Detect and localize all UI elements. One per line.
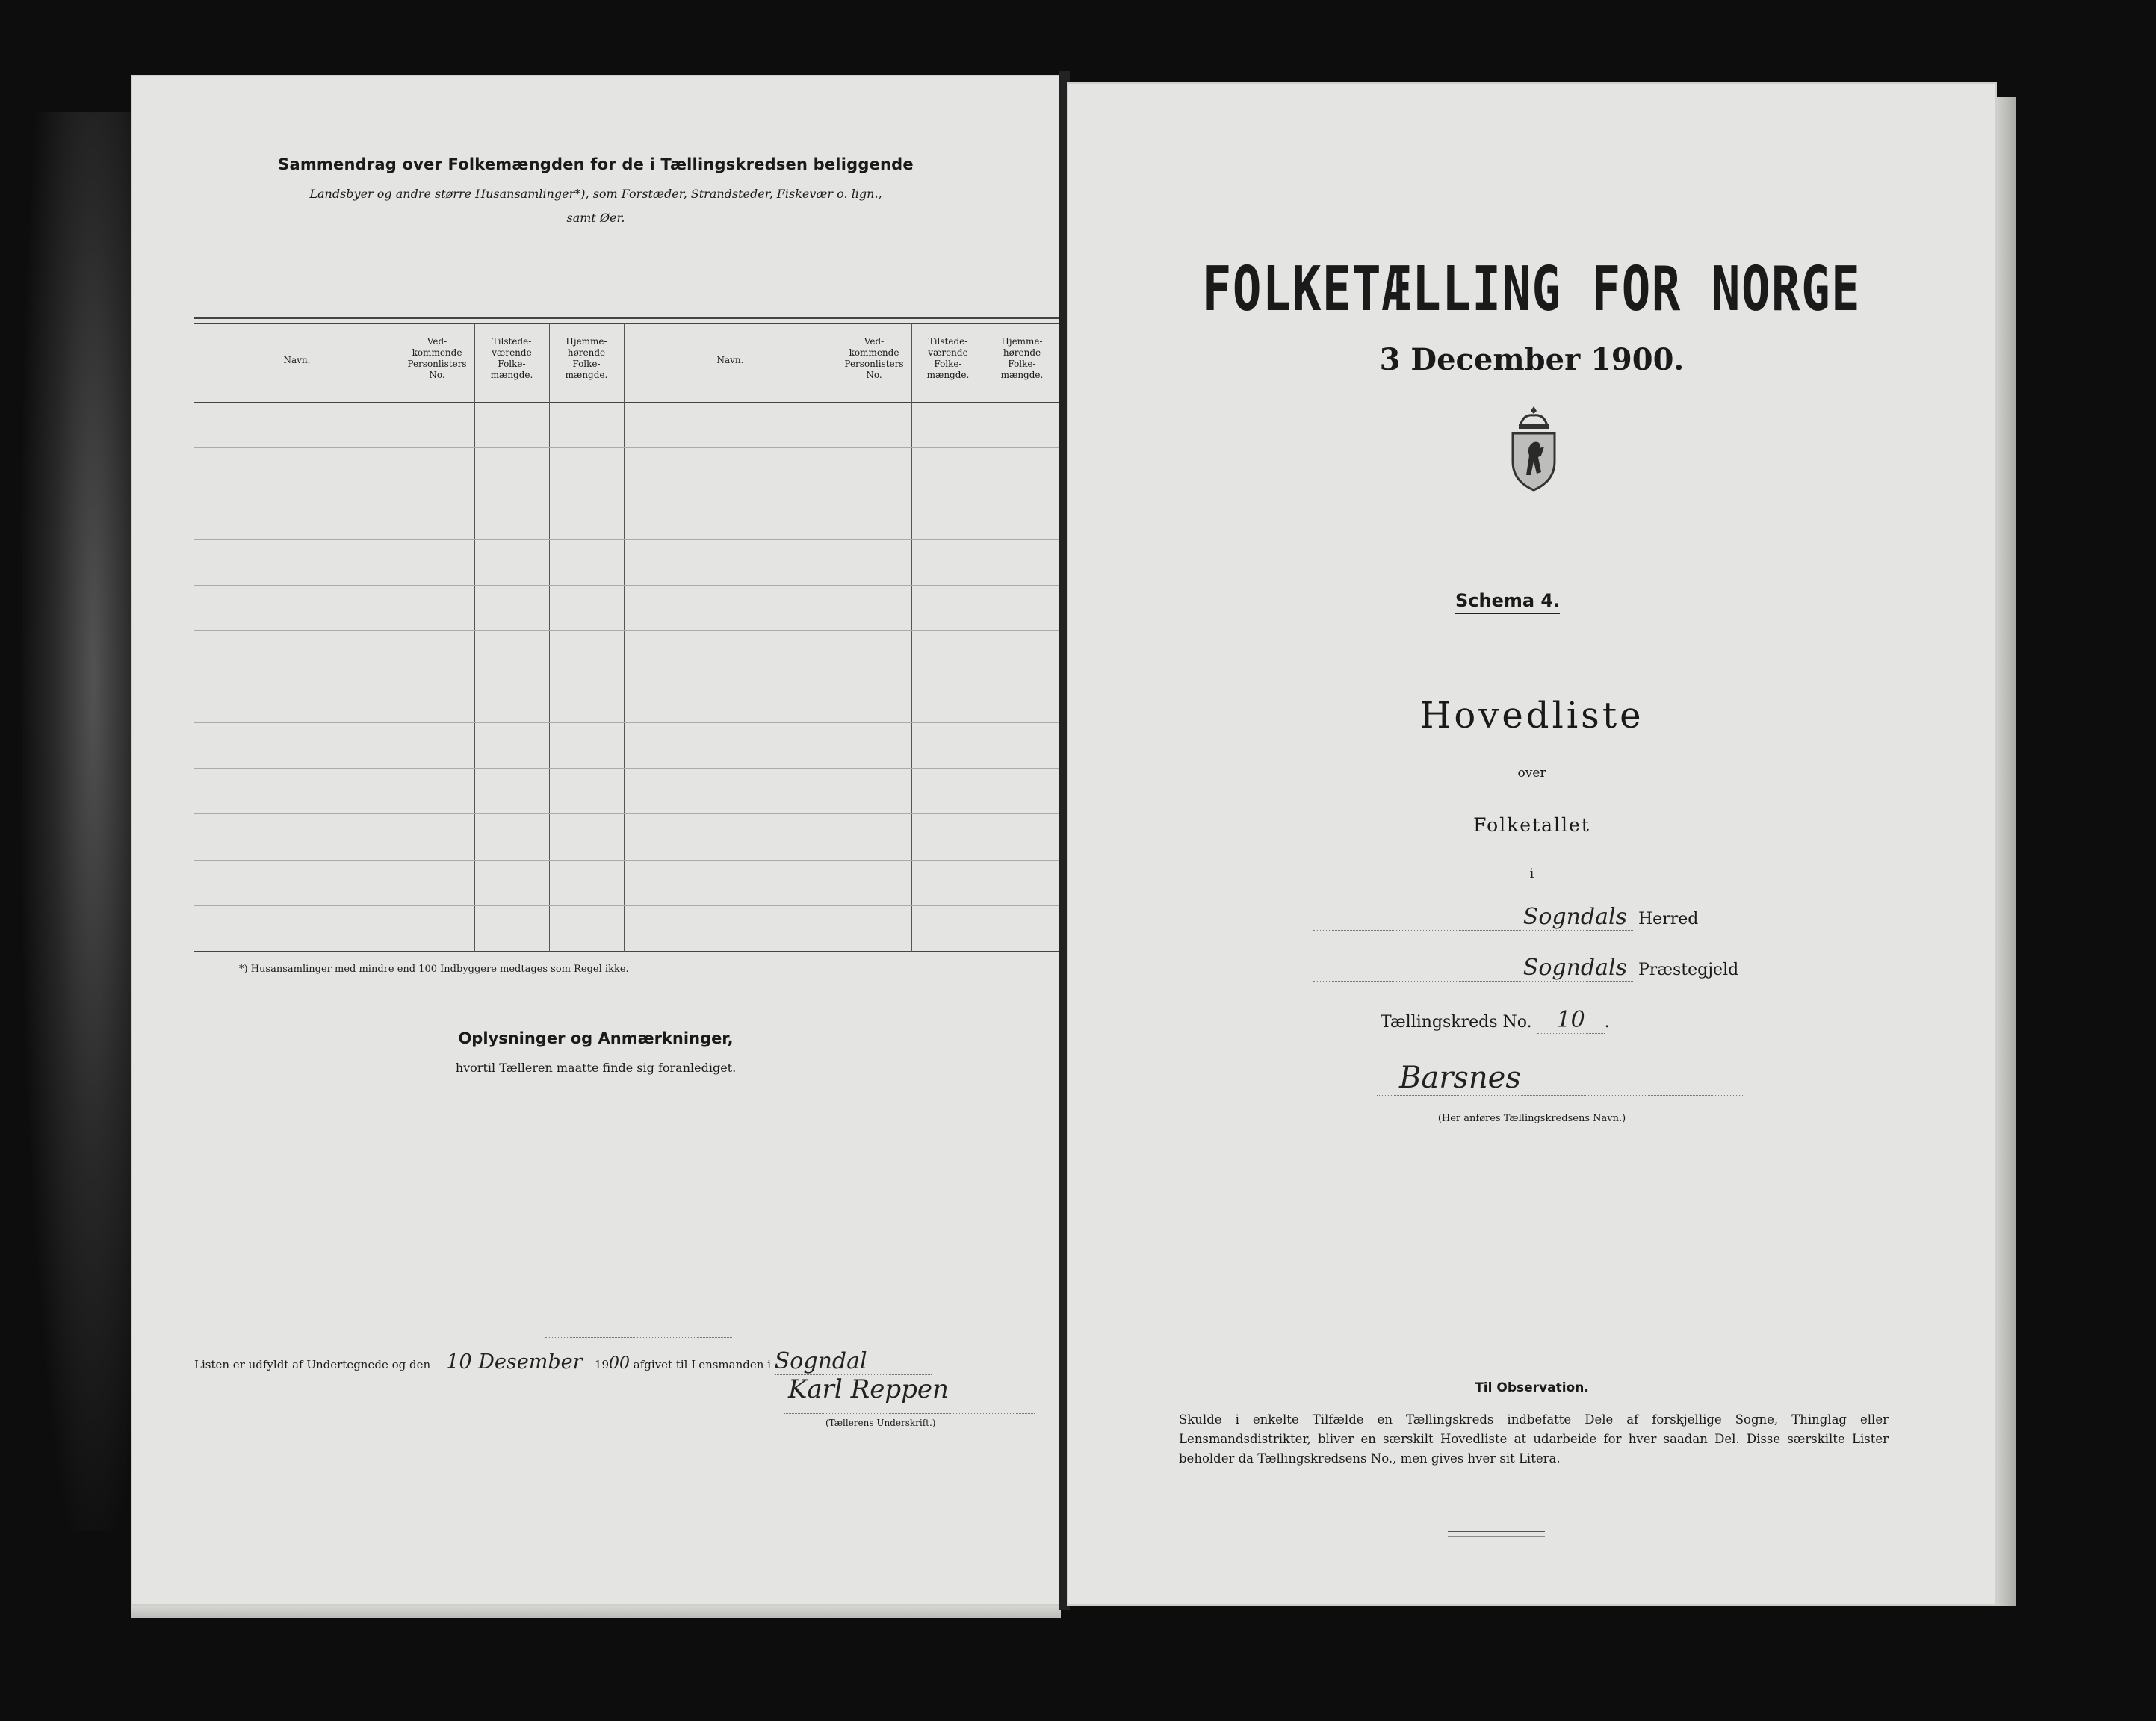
over-text: over xyxy=(1517,766,1546,781)
table-top-rule xyxy=(194,317,1061,319)
kreds-name-field xyxy=(1377,1061,1743,1096)
table-row xyxy=(194,447,1061,448)
summary-title: Sammendrag over Folkemængden for de i Tællingskredsen beliggende xyxy=(278,155,914,173)
header-vedkommende-2: Ved- kommende Personlisters No. xyxy=(844,336,904,380)
hovedliste-heading: Hovedliste xyxy=(1419,695,1644,737)
kreds-label: Tællingskreds No. xyxy=(1381,1013,1532,1032)
header-hjemme: Hjemme- hørende Folke- mængde. xyxy=(565,336,608,380)
right-page xyxy=(1067,82,1997,1606)
handwritten-place: Sogndal xyxy=(775,1348,932,1375)
kreds-value: 10 xyxy=(1537,1007,1605,1034)
table-row xyxy=(194,905,1061,906)
table-col-divider xyxy=(549,323,550,952)
table-row xyxy=(194,813,1061,814)
year-prefix: 19 xyxy=(594,1358,610,1371)
summary-table xyxy=(194,243,1061,952)
herred-value: Sogndals xyxy=(1313,904,1633,931)
closing-rule-2 xyxy=(1448,1536,1545,1537)
census-date: 3 December 1900. xyxy=(1379,342,1685,377)
table-header-rule xyxy=(194,402,1061,403)
statement-text-a: Listen er udfyldt af Undertegnede og den xyxy=(194,1358,431,1371)
header-navn: Navn. xyxy=(283,355,311,365)
handwritten-signature: Karl Reppen xyxy=(788,1374,949,1404)
handwritten-year: 00 xyxy=(609,1354,631,1373)
i-text: i xyxy=(1529,866,1534,881)
table-top-rule-2 xyxy=(194,323,1061,324)
table-row xyxy=(194,722,1061,723)
kreds-field: Tællingskreds No. 10 . xyxy=(1381,1007,1610,1033)
statement-text-b: afgivet til Lensmanden i xyxy=(633,1358,771,1371)
census-title: FOLKETÆLLING FOR NORGE xyxy=(1202,254,1862,325)
header-tilstede-2: Tilstede- værende Folke- mængde. xyxy=(926,336,970,380)
table-bottom-rule xyxy=(194,951,1061,952)
summary-subtitle: Landsbyer og andre større Husansamlinger*), som Forstæder, Strandsteder, Fiskevær o. lign., xyxy=(309,187,882,201)
table-col-divider xyxy=(911,323,912,952)
remarks-title: Oplysninger og Anmærkninger, xyxy=(458,1029,734,1047)
schema-label: Schema 4. xyxy=(1455,590,1560,614)
summary-subtitle-2: samt Øer. xyxy=(566,211,625,225)
herred-label: Herred xyxy=(1638,910,1699,928)
table-row xyxy=(194,630,1061,631)
table-col-divider xyxy=(474,323,475,952)
prestegjeld-field xyxy=(1313,955,1738,982)
remarks-subtitle: hvortil Tælleren maatte finde sig foranlediget. xyxy=(455,1061,737,1075)
folketallet-heading: Folketallet xyxy=(1473,814,1590,836)
remarks-end-line xyxy=(545,1337,732,1338)
handwritten-date: 10 Desember xyxy=(434,1351,595,1374)
header-hjemme-2: Hjemme- hørende Folke- mængde. xyxy=(1000,336,1044,380)
signature-caption: (Tællerens Underskrift.) xyxy=(825,1418,936,1428)
table-center-divider xyxy=(624,323,625,952)
herred-field xyxy=(1313,904,1698,931)
observation-title: Til Observation. xyxy=(1475,1380,1589,1395)
prestegjeld-value: Sogndals xyxy=(1313,955,1633,982)
signature-statement xyxy=(194,1348,932,1375)
observation-text: Skulde i enkelte Tilfælde en Tællingskreds indbefatte Dele af forskjellige Sogne, Thinglag eller Lensmandsdistrikter, bliver en særskilt Hovedliste at udarbeide for hver saadan Del. Disse særskilte Lister beholder da Tællingskredsens No., men gives hver sit Litera. xyxy=(1179,1413,1889,1466)
left-page xyxy=(131,75,1061,1606)
coat-of-arms-icon xyxy=(1504,403,1564,493)
closing-rule xyxy=(1448,1531,1545,1532)
table-row xyxy=(194,585,1061,586)
prestegjeld-label: Præstegjeld xyxy=(1638,961,1739,979)
header-tilstede: Tilstede- værende Folke- mængde. xyxy=(490,336,533,380)
signature-line xyxy=(784,1413,1035,1414)
footnote: *) Husansamlinger med mindre end 100 Indbyggere medtages som Regel ikke. xyxy=(239,964,629,975)
kreds-name-caption: (Her anføres Tællingskredsens Navn.) xyxy=(1437,1113,1626,1124)
header-vedkommende: Ved- kommende Personlisters No. xyxy=(407,336,467,380)
header-navn-2: Navn. xyxy=(716,355,744,365)
table-row xyxy=(194,768,1061,769)
kreds-name-value: Barsnes xyxy=(1377,1061,1743,1096)
table-row xyxy=(194,539,1061,540)
